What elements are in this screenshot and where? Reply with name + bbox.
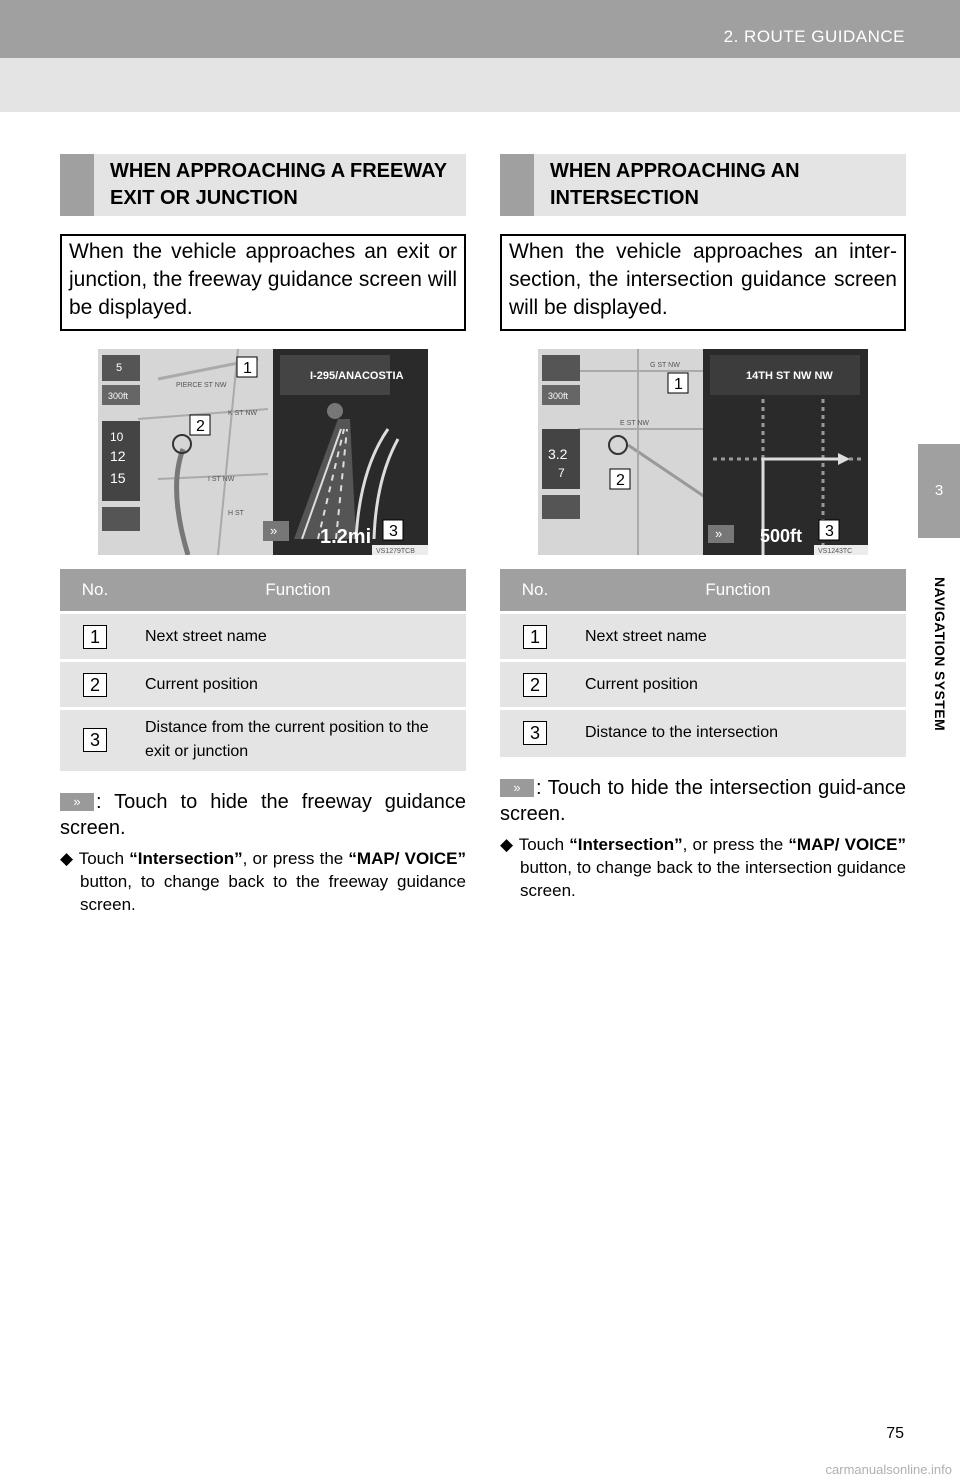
table-row xyxy=(60,661,466,709)
right-section-heading xyxy=(500,154,906,216)
skip-button-icon: » xyxy=(60,793,94,811)
left-note-text: : Touch to hide the freeway guidance screen. xyxy=(60,790,466,839)
side-value: 5 xyxy=(116,362,123,374)
right-bullet: ◆ Touch “Intersection”, or press the “MAP/ VOICE” button, to change back to the intersection guidance screen. xyxy=(500,834,907,900)
left-section-heading xyxy=(60,154,466,216)
map-label: I ST NW xyxy=(208,476,235,483)
col-no-header: No. xyxy=(500,569,570,613)
next-street-name: I-295/ANACOSTIA xyxy=(310,370,404,382)
chapter-label-text: NAVIGATION SYSTEM xyxy=(932,576,948,732)
scale-readout: 300ft xyxy=(108,391,129,401)
left-note xyxy=(60,789,466,841)
map-label: E ST NW xyxy=(620,420,650,427)
table-row xyxy=(500,661,906,709)
callout-3: 3 xyxy=(389,523,398,540)
next-street-name: 14TH ST NW NW xyxy=(746,370,833,382)
side-value: 15 xyxy=(110,470,126,486)
row-function: Distance from the current position to the exit or junction xyxy=(130,709,466,771)
right-function-table xyxy=(500,569,906,757)
row-function: Next street name xyxy=(130,613,466,661)
callout-1: 1 xyxy=(243,360,252,377)
side-value: 10 xyxy=(110,430,124,444)
row-function: Current position xyxy=(130,661,466,709)
header-subbar xyxy=(0,58,960,112)
freeway-guidance-screenshot xyxy=(98,349,428,555)
map-label: PIERCE ST NW xyxy=(176,382,227,389)
table-row xyxy=(60,709,466,771)
bullet-icon: ◆ xyxy=(60,848,79,868)
right-intro-box: When the vehicle approaches an inter-section, the intersection guidance screen will be displayed. xyxy=(500,234,906,331)
table-row xyxy=(60,613,466,661)
callout-1: 1 xyxy=(674,376,683,393)
row-number: 2 xyxy=(83,673,107,697)
right-note-text: : Touch to hide the intersection guid-ance screen. xyxy=(500,776,906,825)
skip-button-icon: » xyxy=(500,779,534,797)
left-heading-text: WHEN APPROACHING A FREEWAY EXIT OR JUNCTION xyxy=(110,160,447,209)
row-number: 1 xyxy=(523,625,547,649)
section-title: 2. ROUTE GUIDANCE xyxy=(723,27,905,46)
side-value: 12 xyxy=(110,448,126,464)
distance-readout: 1.2mi xyxy=(320,526,372,548)
left-intro-box: When the vehicle approaches an exit or junction, the freeway guidance screen will be displayed. xyxy=(60,234,466,331)
image-code: VS1279TCB xyxy=(376,548,415,555)
side-value: 3.2 xyxy=(548,446,568,462)
image-code: VS1243TC xyxy=(818,548,853,555)
map-label: K ST NW xyxy=(228,410,258,417)
scale-readout: 300ft xyxy=(548,391,569,401)
bullet-icon: ◆ xyxy=(500,834,519,854)
row-number: 1 xyxy=(83,625,107,649)
chapter-tab: 3 xyxy=(918,444,960,538)
skip-arrow-icon[interactable]: » xyxy=(270,523,278,538)
row-number: 3 xyxy=(83,728,107,752)
row-number: 3 xyxy=(523,721,547,745)
col-function-header: Function xyxy=(130,569,466,613)
skip-arrow-icon[interactable]: » xyxy=(715,526,723,541)
table-row xyxy=(500,709,906,757)
left-column xyxy=(60,154,466,916)
page-number: 75 xyxy=(886,1425,904,1442)
map-label: G ST NW xyxy=(650,362,680,369)
row-function: Current position xyxy=(570,661,906,709)
right-column xyxy=(500,154,906,902)
callout-3: 3 xyxy=(825,523,834,540)
table-row xyxy=(500,613,906,661)
right-heading-text: WHEN APPROACHING AN INTERSECTION xyxy=(550,160,800,209)
side-value: 7 xyxy=(558,466,565,480)
chapter-label xyxy=(926,548,950,768)
row-number: 2 xyxy=(523,673,547,697)
intersection-guidance-screenshot xyxy=(538,349,868,555)
distance-readout: 500ft xyxy=(760,526,803,546)
row-function: Next street name xyxy=(570,613,906,661)
left-function-table xyxy=(60,569,466,771)
left-bullet: ◆ Touch “Intersection”, or press the “MAP/ VOICE” button, to change back to the freeway guidance screen. xyxy=(60,848,467,914)
callout-2: 2 xyxy=(196,418,205,435)
watermark: carmanualsonline.info xyxy=(825,1462,952,1477)
col-no-header: No. xyxy=(60,569,130,613)
map-label: H ST xyxy=(228,510,244,517)
row-function: Distance to the intersection xyxy=(570,709,906,757)
col-function-header: Function xyxy=(570,569,906,613)
header-bar xyxy=(0,0,960,58)
right-note xyxy=(500,775,906,827)
callout-2: 2 xyxy=(616,472,625,489)
